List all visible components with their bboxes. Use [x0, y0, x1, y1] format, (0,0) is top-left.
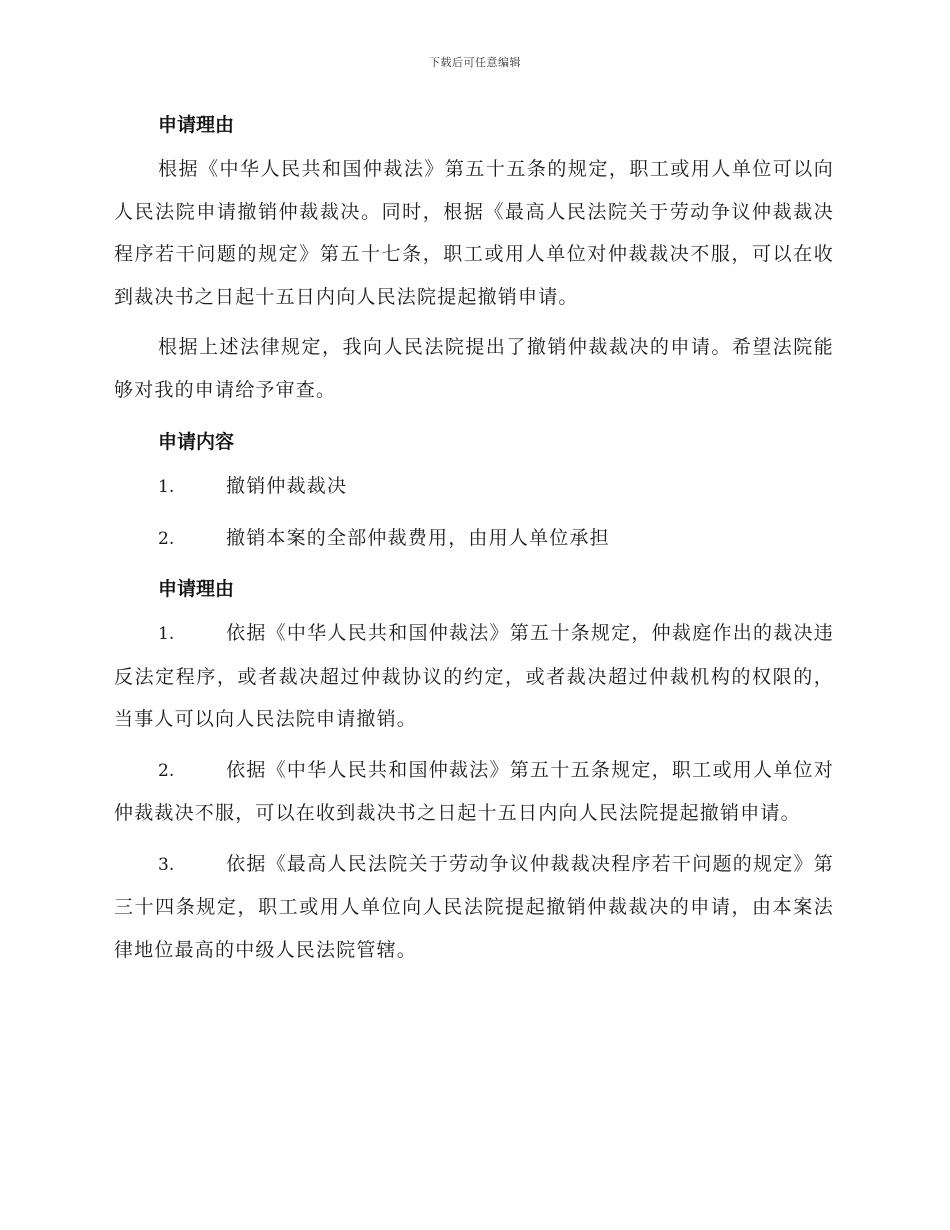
- list-text: 依据《中华人民共和国仲裁法》第五十五条规定，职工或用人单位对仲裁裁决不服，可以在收到裁决书之日起十五日内向人民法院提起撤销申请。: [114, 758, 834, 824]
- page-header: 下载后可任意编辑: [429, 56, 521, 69]
- paragraph: 根据《中华人民共和国仲裁法》第五十五条的规定，职工或用人单位可以向人民法院申请撤销仲裁裁决。同时，根据《最高人民法院关于劳动争议仲裁裁决程序若干问题的规定》第五十七条，职工或用人单位对仲裁裁决不服，可以在收到裁决书之日起十五日内向人民法院提起撤销申请。: [114, 158, 834, 308]
- list-number: 1.: [158, 624, 175, 644]
- list-item: [114, 517, 834, 561]
- list-number: 2.: [158, 760, 175, 781]
- section-heading-reason: 申请理由: [158, 114, 235, 136]
- document-body: [114, 110, 834, 971]
- list-number: 1.: [158, 477, 175, 497]
- list-text: 撤销仲裁裁决: [226, 475, 348, 497]
- list-item: [114, 612, 834, 741]
- list-text: 依据《中华人民共和国仲裁法》第五十条规定，仲裁庭作出的裁决违反法定程序，或者裁决超过仲裁协议的约定，或者裁决超过仲裁机构的权限的，当事人可以向人民法院申请撤销。: [114, 622, 834, 730]
- section-heading-content: 申请内容: [158, 431, 235, 453]
- section-heading-reason: 申请理由: [158, 578, 235, 600]
- list-item: [114, 465, 834, 509]
- list-number: 2.: [158, 528, 175, 549]
- paragraph: 根据上述法律规定，我向人民法院提出了撤销仲裁裁决的申请。希望法院能够对我的申请给予审查。: [114, 336, 834, 401]
- list-item: [114, 843, 834, 972]
- list-item: [114, 749, 834, 835]
- list-text: 依据《最高人民法院关于劳动争议仲裁裁决程序若干问题的规定》第三十四条规定，职工或用人单位向人民法院提起撤销仲裁裁决的申请，由本案法律地位最高的中级人民法院管辖。: [114, 852, 834, 961]
- list-text: 撤销本案的全部仲裁费用，由用人单位承担: [226, 526, 610, 549]
- list-number: 3.: [158, 854, 175, 875]
